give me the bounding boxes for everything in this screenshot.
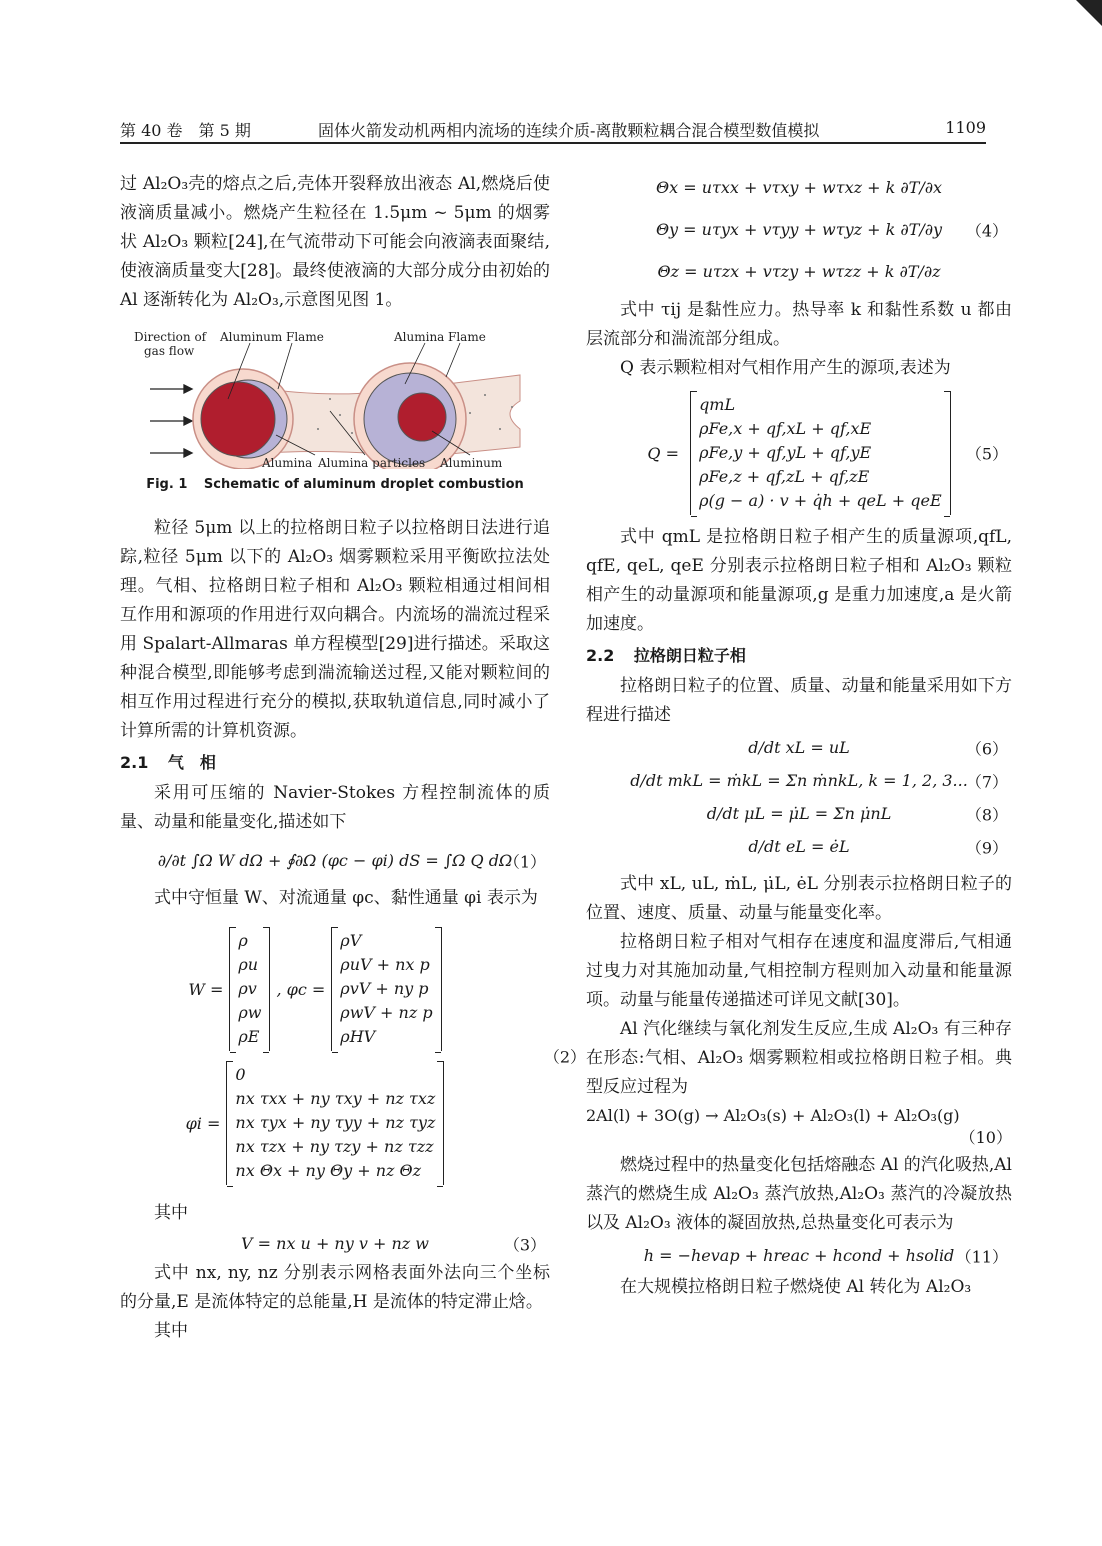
label-direction: Direction of <box>134 330 207 344</box>
matrix-row: nx τzx + ny τzy + nz τzz <box>235 1137 434 1156</box>
matrix-row: nx τyx + ny τyy + nz τyz <box>235 1113 436 1132</box>
equation-number: （3） <box>503 1235 546 1254</box>
paragraph: 在大规模拉格朗日粒子燃烧使 Al 转化为 Al₂O₃ <box>620 1277 972 1297</box>
journal-volume: 第 40 卷 第 5 期 <box>120 121 251 140</box>
matrix-row: ρvV + ny p <box>340 979 429 998</box>
equation-number: （4） <box>965 221 1008 241</box>
equation-body: d/dt μL = μ̇L = Σn μ̇nL <box>706 804 892 823</box>
label-alumina-top: Alumina <box>394 330 445 344</box>
equation-2-bottom <box>120 1061 510 1185</box>
equation-line: Θx = uτxx + vτxy + wτxz + k ∂T/∂x <box>655 178 943 197</box>
figure-label: Fig. 1 <box>146 477 188 492</box>
matrix-row: ρ(g − a) · v + q̇h + qeL + qeE <box>699 491 942 510</box>
equation-number: （6） <box>965 739 1008 758</box>
Q-matrix <box>690 391 951 515</box>
equation-6 <box>586 738 1012 757</box>
paragraph: 燃烧过程中的热量变化包括熔融态 Al 的汽化吸热,Al 蒸汽的燃烧生成 Al₂O₃ 蒸汽放热,Al₂O₃ 蒸汽的冷凝放热以及 Al₂O₃ 液体的凝固放热,总热量变化可表示为 <box>586 1155 1012 1233</box>
matrix-row: ρw <box>238 1003 262 1022</box>
paragraph: Q 表示颗粒相对气相作用产生的源项,表述为 <box>620 358 951 378</box>
page-number: 1109 <box>945 118 986 137</box>
page-corner-mark <box>1076 0 1102 26</box>
matrix-row: qmL <box>699 395 736 414</box>
right-aluminum-core <box>398 393 446 441</box>
section-number: 2.1 <box>120 753 149 772</box>
matrix-row: nx Θx + ny Θy + nz Θz <box>235 1161 422 1180</box>
matrix-row: nx τxx + ny τxy + nz τxz <box>235 1089 436 1108</box>
matrix-row: ρu <box>238 955 259 974</box>
section-heading <box>586 641 1012 670</box>
equation-number: （11） <box>955 1247 1008 1266</box>
equation-4 <box>586 174 1012 286</box>
left-column <box>120 170 586 1346</box>
equation-10 <box>586 1106 1012 1125</box>
paragraph: 采用可压缩的 Navier-Stokes 方程控制流体的质量、动量和能量变化,描述如下 <box>120 783 550 832</box>
left-aluminum-core <box>201 382 275 456</box>
matrix-row: ρFe,y + qf,yL + qf,yE <box>699 443 872 462</box>
matrix-row: ρ <box>238 931 248 950</box>
equation-number: （10） <box>959 1128 1012 1147</box>
paragraph: 式中守恒量 W、对流通量 φc、黏性通量 φi 表示为 <box>154 888 538 908</box>
equation-1 <box>120 851 550 870</box>
running-title: 固体火箭发动机两相内流场的连续介质-离散颗粒耦合混合模型数值模拟 <box>318 121 820 140</box>
label-alumina-bottom: Alumina <box>262 456 313 469</box>
droplet-combustion-diagram <box>120 329 550 469</box>
equation-number: （1） <box>503 852 546 871</box>
equation-3 <box>120 1234 550 1253</box>
equation-body: d/dt eL = ėL <box>748 837 850 856</box>
equation-body: ∂/∂t ∫Ω W dΩ + ∮∂Ω (φc − φi) dS = ∫Ω Q dΩ <box>157 851 513 870</box>
equation-10-number-row <box>586 1125 1012 1151</box>
equation-number: （7） <box>965 772 1008 791</box>
paragraph: 拉格朗日粒子相对气相存在速度和温度滞后,气相通过曳力对其施加动量,气相控制方程则加入动量和能量源项。动量与能量传递描述可详见文献[30]。 <box>586 932 1012 1010</box>
paragraph: 粒径 5μm 以上的拉格朗日粒子以拉格朗日法进行追踪,粒径 5μm 以下的 Al₂O₃ 烟雾颗粒采用平衡欧拉法处理。气相、拉格朗日粒子相和 Al₂O₃ 颗粒相通过相间相互作用和源项的作用进行双向耦合。内流场的湍流过程采用 Spalart-Allmaras 单方程模型[29]进行描述。采取这种混合模型,即能够考虑到湍流输送过程,又能对颗粒间的相互作用过程进行充分的模拟,获取轨道信息,同时减小了计算所需的计算机资源。 <box>120 518 550 741</box>
label-aluminum-top: Aluminum <box>220 330 283 344</box>
phic-label: , φc = <box>276 979 326 999</box>
equation-2-top <box>120 927 510 1051</box>
paragraph: 其中 <box>154 1321 188 1341</box>
right-column <box>586 170 1012 1302</box>
equation-number: （8） <box>965 805 1008 824</box>
paragraph: 式中 qmL 是拉格朗日粒子相产生的质量源项,qfL, qfE, qeL, qeE 分别表示拉格朗日粒子相和 Al₂O₃ 颗粒相产生的动量源项和能量源项,g 是重力加速度,a 是火箭加速度。 <box>586 527 1012 634</box>
section-number: 2.2 <box>586 646 615 665</box>
section-heading <box>120 748 550 777</box>
figure-caption-text: Schematic of aluminum droplet combustion <box>203 477 524 492</box>
matrix-row: ρHV <box>340 1027 376 1046</box>
matrix-row: 0 <box>235 1065 246 1084</box>
W-label: W = <box>188 979 224 999</box>
matrix-row: ρv <box>238 979 257 998</box>
phii-matrix <box>226 1061 444 1185</box>
equation-body: d/dt xL = uL <box>748 738 850 757</box>
equation-7 <box>586 771 1012 790</box>
matrix-row: ρFe,z + qf,zL + qf,zE <box>699 467 870 486</box>
figure-1 <box>120 329 550 492</box>
equation-body: d/dt mkL = ṁkL = Σn ṁnkL, k = 1, 2, 3... <box>630 771 968 790</box>
paragraph: Al 汽化继续与氧化剂发生反应,生成 Al₂O₃ 有三种存在形态:气相、Al₂O₃ 烟雾颗粒相或拉格朗日粒子相。典型反应过程为 <box>586 1019 1012 1097</box>
paragraph: 式中 xL, uL, ṁL, μ̇L, ėL 分别表示拉格朗日粒子的位置、速度、质量、动量与能量变化率。 <box>586 874 1012 923</box>
matrix-row: ρuV + nx p <box>340 955 430 974</box>
header-rule <box>120 142 986 144</box>
figure-caption <box>120 477 550 492</box>
equation-2 <box>120 927 586 1185</box>
equation-5 <box>586 391 1012 515</box>
label-gas-flow: gas flow <box>144 344 195 358</box>
equation-number: （5） <box>965 444 1008 464</box>
section-title: 拉格朗日粒子相 <box>633 646 746 665</box>
label-aluminum-bottom: Aluminum <box>440 456 503 469</box>
equation-body: h = −hevap + hreac + hcond + hsolid <box>643 1246 955 1265</box>
matrix-row: ρFe,x + qf,xL + qf,xE <box>699 419 872 438</box>
matrix-row: ρE <box>238 1027 260 1046</box>
equation-8 <box>586 804 1012 823</box>
equation-body: V = nx u + ny v + nz w <box>241 1234 429 1253</box>
equation-11 <box>586 1246 1012 1265</box>
section-title: 气 相 <box>167 753 216 772</box>
matrix-row: ρV <box>340 931 362 950</box>
Q-label: Q = <box>647 443 679 463</box>
paragraph: 拉格朗日粒子的位置、质量、动量和能量采用如下方程进行描述 <box>586 676 1012 725</box>
equation-line: Θz = uτzx + vτzy + wτzz + k ∂T/∂z <box>657 262 941 281</box>
equation-line: Θy = uτyx + vτyy + wτyz + k ∂T/∂y <box>655 220 943 239</box>
equation-number: （9） <box>965 838 1008 857</box>
label-flame-right: Flame <box>448 330 486 344</box>
phii-label: φi = <box>185 1113 221 1133</box>
label-alumina-particles: Alumina particles <box>318 456 426 469</box>
paragraph: 其中 <box>154 1203 188 1223</box>
label-flame-left: Flame <box>286 330 324 344</box>
paragraph: 式中 τij 是黏性应力。热导率 k 和黏性系数 u 都由层流部分和湍流部分组成。 <box>586 300 1012 349</box>
equation-number: （2） <box>543 1047 586 1067</box>
phic-matrix <box>331 927 441 1051</box>
W-matrix <box>229 927 270 1051</box>
paragraph: 式中 nx, ny, nz 分别表示网格表面外法向三个坐标的分量,E 是流体特定的总能量,H 是流体的特定滞止焓。 <box>120 1263 550 1312</box>
equation-9 <box>586 837 1012 856</box>
flow-arrows <box>150 385 192 457</box>
matrix-row: ρwV + nz p <box>340 1003 433 1022</box>
paragraph: 过 Al₂O₃壳的熔点之后,壳体开裂释放出液态 Al,燃烧后使液滴质量减小。燃烧产生粒径在 1.5μm ~ 5μm 的烟雾状 Al₂O₃ 颗粒[24],在气流带动下可能会向液滴表面聚结,使液滴质量变大[28]。最终使液滴的大部分成分由初始的 Al 逐渐转化为 Al₂O₃,示意图见图 1。 <box>120 174 550 310</box>
equation-body: 2Al(l) + 3O(g) → Al₂O₃(s) + Al₂O₃(l) + Al₂O₃(g) <box>586 1106 960 1125</box>
